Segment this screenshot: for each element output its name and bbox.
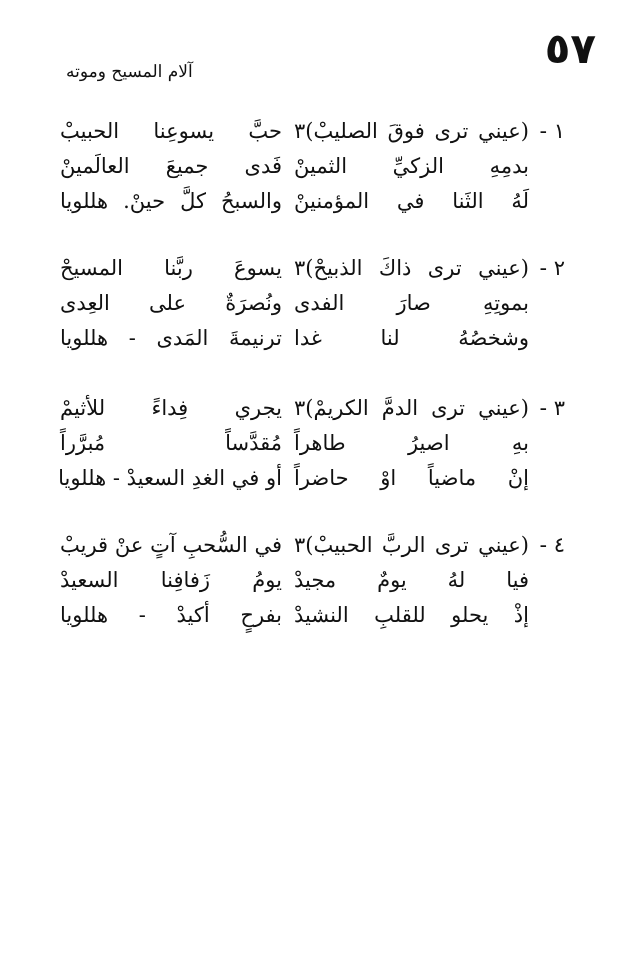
verse-left: ترنيمةَ المَدى - هللويا (60, 325, 282, 350)
stanza-line (60, 113, 565, 148)
stanza-line (60, 425, 565, 460)
verse-right: لَهُ الثَنا في المؤمنينْ (294, 188, 529, 213)
stanza-number: ٣ - (539, 395, 565, 420)
stanza-2 (60, 250, 565, 355)
stanza-4 (60, 527, 565, 632)
stanza-number: ٤ - (539, 532, 565, 557)
verse-right: (عيني ترى الدمَّ الكريمْ)٣ (294, 395, 529, 420)
stanza-line (60, 320, 565, 355)
verse-right: (عيني ترى ذاكَ الذبيحْ)٣ (294, 255, 529, 280)
verse-right: بدمِهِ الزكيِّ الثمينْ (294, 153, 529, 178)
verse-left: يجري فِداءً للأثيمْ (60, 395, 282, 420)
stanza-line (60, 250, 565, 285)
verse-right: (عيني ترى فوقَ الصليبْ)٣ (294, 118, 529, 143)
verse-right: إنْ ماضياً اوْ حاضراً (294, 465, 529, 490)
stanza-line (60, 460, 565, 495)
stanza-line (60, 562, 565, 597)
verse-left: مُقدَّساً مُبرَّراً (60, 430, 282, 455)
verse-right: بموتِهِ صارَ الفدى (294, 290, 529, 315)
stanza-line (60, 597, 565, 632)
page-number: ٥٧ (544, 24, 596, 73)
verse-left: أو في الغدِ السعيدْ - هللويا (58, 465, 282, 490)
stanza-line (60, 148, 565, 183)
verse-right: (عيني ترى الربَّ الحبيبْ)٣ (294, 532, 529, 557)
verse-right: إذْ يحلو للقلبِ النشيدْ (294, 602, 529, 627)
stanza-line (60, 390, 565, 425)
stanza-1 (60, 113, 565, 218)
verse-right: وشخصُهُ لنا غدا (294, 325, 529, 350)
verse-left: يومُ زَفافِنا السعيدْ (60, 567, 282, 592)
running-header: آلام المسيح وموته (66, 62, 193, 82)
verse-left: في السُّحبِ آتٍ عنْ قريبْ (60, 532, 282, 557)
stanza-line (60, 527, 565, 562)
stanza-line (60, 183, 565, 218)
verse-left: والسبحُ كلَّ حينْ. هللويا (60, 188, 282, 213)
verse-right: بهِ اصيرُ طاهراً (294, 430, 529, 455)
stanza-number: ١ - (539, 118, 565, 143)
stanza-line (60, 285, 565, 320)
verse-right: فيا لهُ يومٌ مجيدْ (294, 567, 529, 592)
verse-left: يسوعَ ربَّنا المسيحْ (60, 255, 282, 280)
stanza-3 (60, 390, 565, 495)
verse-left: فَدى جميعَ العالَمينْ (60, 153, 282, 178)
verse-left: ونُصرَةٌ على العِدى (60, 290, 282, 315)
verse-left: بفرحٍ أكيدْ - هللويا (60, 602, 282, 627)
stanza-number: ٢ - (539, 255, 565, 280)
verse-left: حبَّ يسوعِنا الحبيبْ (60, 118, 282, 143)
